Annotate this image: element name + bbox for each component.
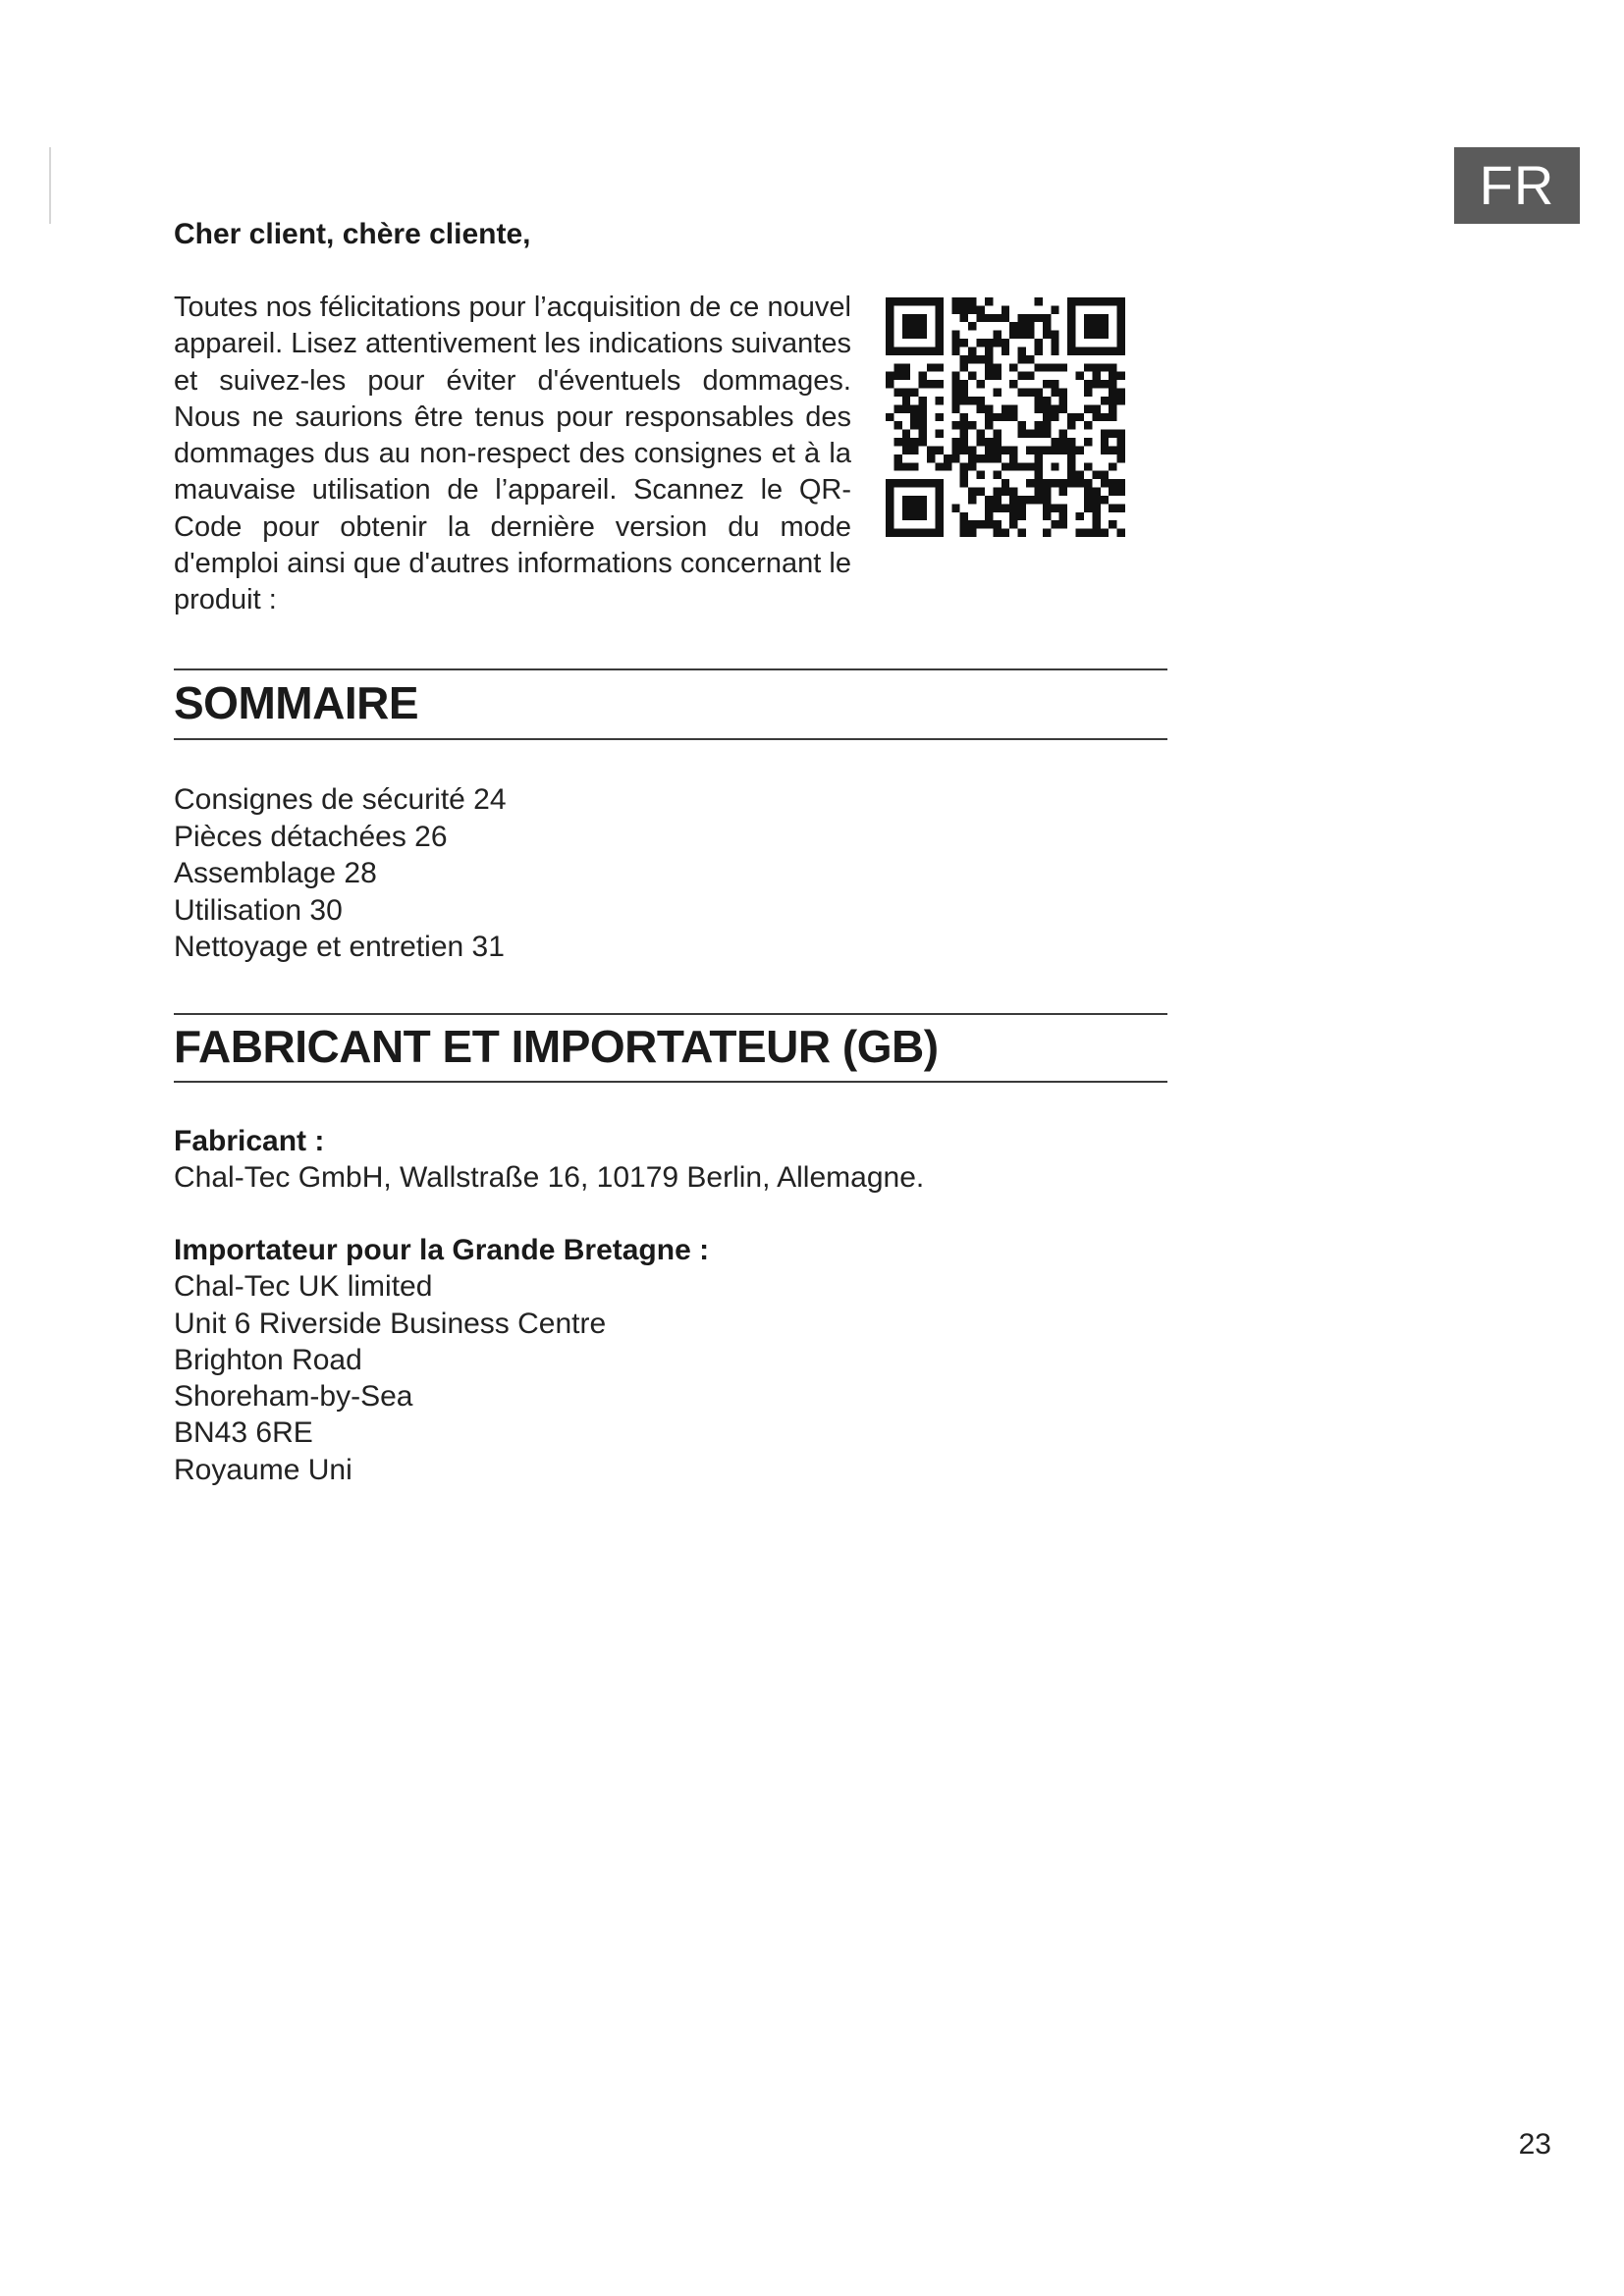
toc-item[interactable]: Nettoyage et entretien 31: [174, 931, 505, 963]
toc-item[interactable]: Utilisation 30: [174, 893, 343, 927]
sommaire-heading: SOMMAIRE: [174, 677, 418, 728]
fabricant-section: [174, 1013, 1167, 1083]
fabricant-heading: FABRICANT ET IMPORTATEUR (GB): [174, 1021, 939, 1072]
importer-block: [174, 1232, 709, 1488]
toc-item[interactable]: Consignes de sécurité 24: [174, 783, 507, 816]
greeting: Cher client, chère cliente,: [174, 218, 531, 250]
toc-item[interactable]: Pièces détachées 26: [174, 820, 448, 853]
page-number: 23: [1518, 2128, 1551, 2161]
manufacturer-label: Fabricant :: [174, 1125, 325, 1157]
importer-address-line: Shoreham-by-Sea: [174, 1380, 413, 1414]
importer-address-line: Brighton Road: [174, 1343, 362, 1376]
importer-address-line: Chal-Tec UK limited: [174, 1270, 433, 1304]
table-of-contents: [174, 781, 507, 966]
manufacturer-block: [174, 1123, 924, 1197]
margin-rule: [49, 147, 51, 224]
manufacturer-address: Chal-Tec GmbH, Wallstraße 16, 10179 Berlin, Allemagne.: [174, 1161, 925, 1195]
qr-code-icon[interactable]: [886, 297, 1125, 537]
importer-address-line: Unit 6 Riverside Business Centre: [174, 1307, 607, 1340]
qr-code-graphic: [886, 297, 1125, 537]
intro-text: Toutes nos félicitations pour l’acquisition de ce nouvel appareil. Lisez attentivement les indications suivantes et suivez-les pour éviter d'éventuels dommages. Nous ne saurions être tenus pour responsables des dommages dus au non-respect des consignes et à la mauvaise utilisation de l’appareil. Scannez le QR-Code pour obtenir la dernière version du mode d'emploi ainsi que d'autres informations concernant le produit :: [174, 292, 851, 616]
toc-item[interactable]: Assemblage 28: [174, 857, 377, 889]
sommaire-section: [174, 668, 1167, 740]
importer-label: Importateur pour la Grande Bretagne :: [174, 1234, 710, 1266]
language-badge: FR: [1454, 147, 1580, 224]
intro-paragraph: [174, 290, 851, 619]
importer-address-line: Royaume Uni: [174, 1453, 352, 1486]
importer-address-line: BN43 6RE: [174, 1416, 313, 1450]
